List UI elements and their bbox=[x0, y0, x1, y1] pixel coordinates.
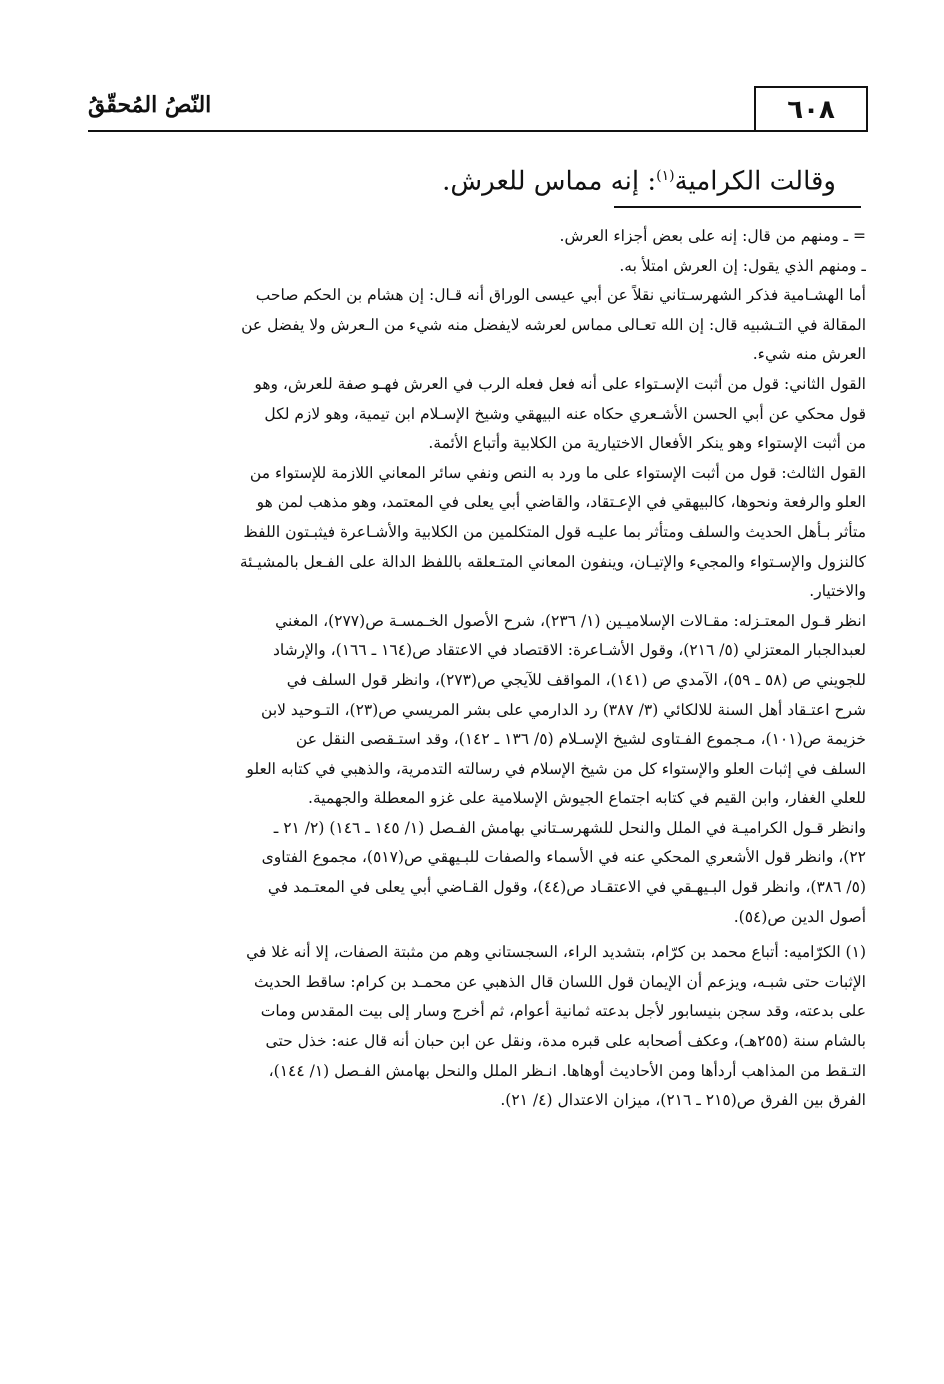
footnote-line: ٢٢)، وانظر قول الأشعري المحكي عنه في الأسماء والصفات للبـيهقي ص(٥١٧)، مجموع الفتاوى bbox=[261, 848, 866, 867]
running-head: النّصُ المُحقّقُ bbox=[88, 92, 212, 118]
footnote-line: المقالة في التـشبيه قال: إن الله تعـالى مماس لعرشه لايفضل منه شيء من الـعرش ولا يفضل عن bbox=[241, 315, 866, 334]
footnote-1-line: التـقط من المذاهب أردأها ومن الأحاديث أوهاها. انـظر الملل والنحل بهامش الفـصل (١/ ١٤٤)، bbox=[268, 1061, 866, 1080]
footnote-line: أصول الدين ص(٥٤). bbox=[733, 907, 866, 926]
footnote-line: أما الهشـامية فذكر الشهرسـتاني نقلاً عن أبي عيسى الوراق أنه قـال: إن هشام بن الحكم صاحب bbox=[255, 286, 866, 305]
footnote-1-line: بالشام سنة (٢٥٥هـ)، وعكف أصحابه على قبره مدة، ونقل عن ابن حبان أنه قال عنه: خذل حتى bbox=[265, 1032, 866, 1051]
footnote-line: العلو والرفعة ونحوها، كالبيهقي في الإعـتقاد، والقاضي أبي يعلى في المعتمد، وهو مذهب لمن هو bbox=[256, 493, 866, 512]
main-text-start: وقالت الكرامية bbox=[674, 166, 836, 197]
footnotes bbox=[92, 222, 866, 1116]
footnote-1 bbox=[92, 938, 866, 1116]
footnote-line: = ـ ومنهم من قال: إنه على بعض أجزاء العرش. bbox=[559, 227, 866, 245]
main-text-end: : إنه مماس للعرش. bbox=[442, 166, 657, 197]
footnote-line: للجويني ص (٥٨ ـ ٥٩)، الآمدي ص (١٤١)، المواقف للآيجي ص(٢٧٣)، وانظر قول السلف في bbox=[286, 670, 866, 689]
page-number: ٦٠٨ bbox=[754, 86, 868, 132]
footnote-line: ـ ومنهم الذي يقول: إن العرش امتلأ به. bbox=[619, 256, 866, 275]
page-header bbox=[88, 82, 868, 132]
main-text bbox=[106, 156, 836, 202]
footnote-1-line: (١) الكرّاميه: أتباع محمد بن كرّام، بتشديد الراء، السجستاني وهم من مثبتة الصفات، إلا أنه غلا في bbox=[246, 943, 866, 962]
footnote-line: للعلي الغفار، وابن القيم في كتابه اجتماع الجيوش الإسلامية على غزو المعطلة والجهمية. bbox=[308, 789, 866, 808]
header-rule bbox=[88, 130, 868, 132]
footnote-1-line: الفرق بين الفرق ص(٢١٥ ـ ٢١٦)، ميزان الاعتدال (٤/ ٢١). bbox=[500, 1091, 866, 1110]
footnote-line: كالنزول والإسـتواء والمجيء والإتيـان، وينفون المعاني المتـعلقه باللفظ الدالة على الفـعل بالمشيـئة bbox=[239, 552, 866, 571]
footnote-line: لعبدالجبار المعتزلي (٥/ ٢١٦)، وقول الأشـاعرة: الاقتصاد في الاعتقاد ص(١٦٤ ـ ١٦٦)، والإرشاد bbox=[272, 641, 866, 660]
footnote-line: السلف في إثبات العلو والإستواء كل من شيخ الإسلام في رسالته التدمرية، والذهبي في كتابه العلو bbox=[246, 759, 866, 778]
footnote-1-line: الإثبات حتى شبـه، ويزعم أن الإيمان قول اللسان قال الذهبي عن محمـد بن كرام: ساقط الحديث bbox=[254, 972, 866, 991]
footnote-1-line: على بدعته، وقد سجن بنيسابور لأجل بدعته ثمانية أعوام، ثم أخرج وسار إلى بيت المقدس ومات bbox=[260, 1002, 866, 1021]
footnote-line: (٥/ ٣٨٦)، وانظر قول البـيهـقي في الاعتقـاد ص(٤٤)، وقول القـاضي أبي يعلى في المعتـمد في bbox=[267, 878, 866, 897]
footnote-marker: (١) bbox=[656, 168, 675, 184]
footnote-line: قول محكي عن أبي الحسن الأشـعري حكاه عنه البيهقي وشيخ الإسـلام ابن تيمية، وهو لازم لكل bbox=[264, 404, 866, 423]
footnote-line: القول الثالث: قول من أثبت الإستواء على ما ورد به النص ونفي سائر المعاني اللازمة للإستواء من bbox=[249, 463, 866, 482]
footnote-line: القول الثاني: قول من أثبت الإسـتواء على أنه فعل فعله الرب في العرش فهـو صفة للعرش، وهو bbox=[254, 374, 866, 393]
footnote-line: وانظر قـول الكراميـة في الملل والنحل للشهرسـتاني بهامش الفـصل (١/ ١٤٥ ـ ١٤٦) (٢/ ٢١ ـ bbox=[273, 818, 866, 837]
footnote-separator bbox=[614, 206, 861, 208]
footnote-line: من أثبت الإستواء وهو ينكر الأفعال الاختيارية من الكلابية وأتباع الأئمة. bbox=[428, 434, 866, 453]
footnote-line: العرش منه شيء. bbox=[752, 345, 866, 364]
footnote-line: انظر قـول المعتـزله: مقـالات الإسلاميـين (١/ ٢٣٦)، شرح الأصول الخـمسـة ص(٢٧٧)، المغني bbox=[275, 611, 866, 630]
footnote-line: شرح اعتـقاد أهل السنة للالكائي (٣/ ٣٨٧) رد الدارمي على بشر المريسي ص(٢٣)، التـوحيد لابن bbox=[261, 700, 866, 719]
footnote-continuation bbox=[92, 222, 866, 932]
footnote-line: خزيمة ص(١٠١)، مـجموع الفـتاوى لشيخ الإسـلام (٥/ ١٣٦ ـ ١٤٢)، وقد استـقصى النقل عن bbox=[295, 730, 866, 749]
footnote-line: متأثر بـأهل الحديث والسلف ومتأثر بما عليـه قول المتكلمين من الكلابية والأشـاعرة فيثبـتون اللفظ bbox=[243, 522, 866, 541]
footnote-line: والاختيار. bbox=[809, 582, 866, 601]
